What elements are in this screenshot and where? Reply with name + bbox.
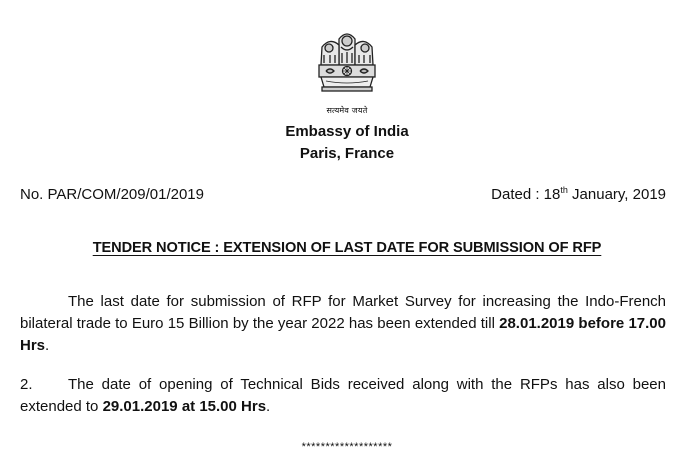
- paragraph-2-end: .: [266, 398, 271, 415]
- organization-name: Embassy of India: [285, 123, 409, 140]
- paragraph-1-text: The last date for submission of RFP for Market Survey for increasing the Indo-French bilateral trade to Euro 15 Billion by the year 2022 has been extended till: [20, 293, 666, 332]
- national-motto: सत्यमेव जयते: [326, 106, 368, 115]
- notice-title: TENDER NOTICE : EXTENSION OF LAST DATE FOR SUBMISSION OF RFP: [92, 240, 602, 256]
- date-ordinal-suffix: th: [560, 185, 568, 195]
- ashoka-lion-capital-icon: [312, 25, 382, 105]
- paragraph-2: [20, 374, 666, 418]
- dated-month-year: January, 2019: [567, 186, 666, 203]
- paragraph-1-end: .: [45, 337, 50, 354]
- date-line: [491, 186, 666, 203]
- paragraph-1-deadline: 28.01.2019 before 17.00 Hrs: [20, 315, 666, 354]
- reference-number: No. PAR/COM/209/01/2019: [20, 186, 204, 203]
- dated-label: Dated : 18: [491, 186, 561, 203]
- paragraph-2-text: The date of opening of Technical Bids received along with the RFPs has also been extended to: [20, 376, 666, 415]
- paragraph-1: [20, 291, 666, 357]
- paragraph-2-number: 2.: [20, 376, 33, 393]
- paragraph-2-opening-date: 29.01.2019 at 15.00 Hrs: [102, 398, 267, 415]
- organization-location: Paris, France: [299, 145, 395, 162]
- end-marker: *******************: [301, 441, 393, 453]
